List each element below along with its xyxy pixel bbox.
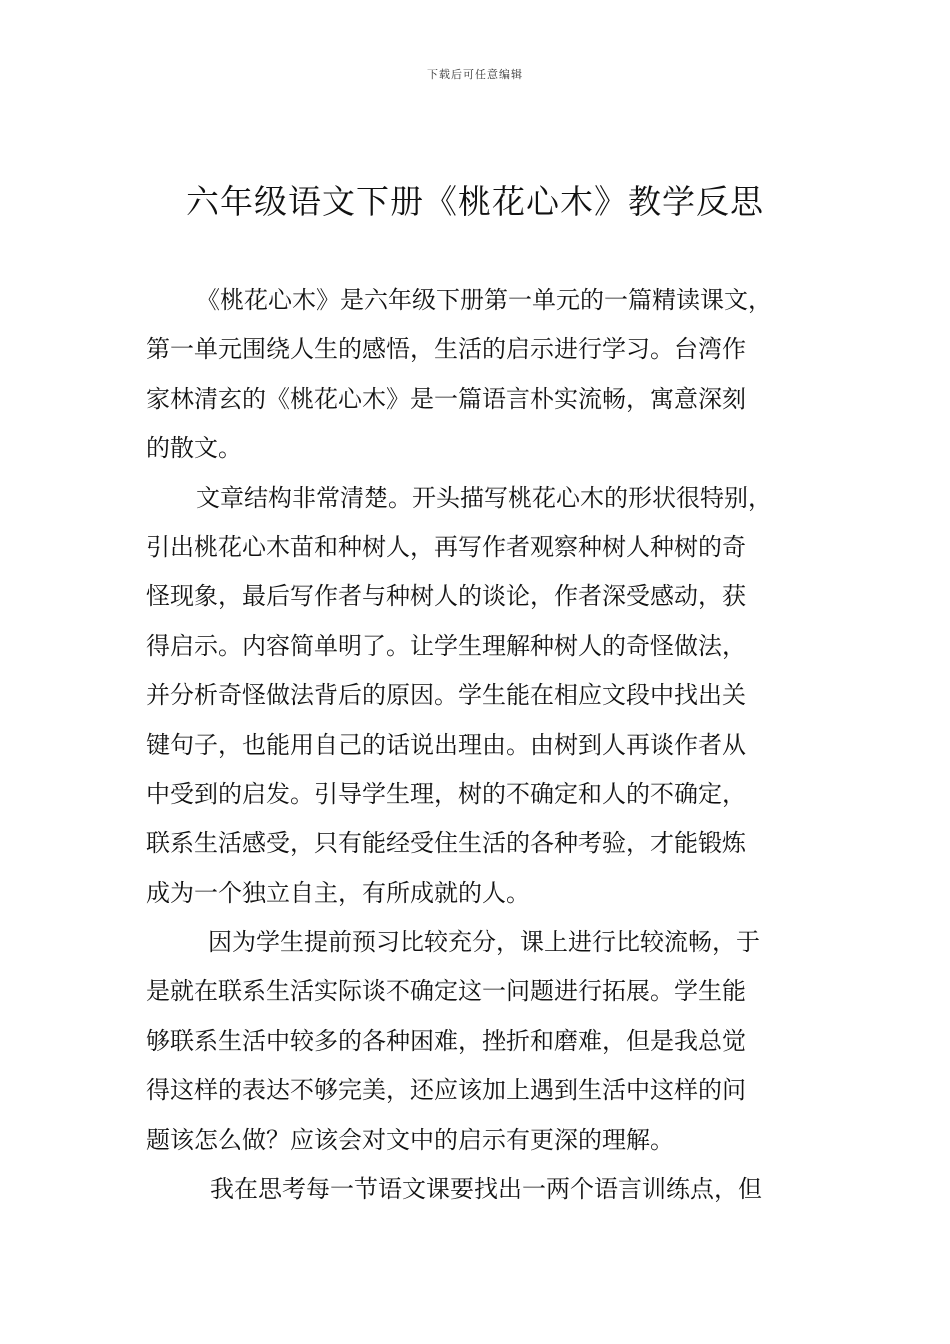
document-title: 六年级语文下册《桃花心木》教学反思	[186, 182, 764, 221]
text-line: 是就在联系生活实际谈不确定这一问题进行拓展。学生能	[146, 977, 746, 1006]
header-note: 下载后可任意编辑	[427, 68, 523, 81]
text-line: 联系生活感受，只有能经受住生活的各种考验，才能锻炼	[146, 829, 746, 858]
text-line: 怪现象，最后写作者与种树人的谈论，作者深受感动，获	[146, 582, 746, 611]
document-body	[146, 276, 810, 1214]
paragraph-3	[146, 918, 810, 1165]
text-line: 《桃花心木》是六年级下册第一单元的一篇精读课文，	[196, 286, 772, 314]
text-line: 得这样的表达不够完美，还应该加上遇到生活中这样的问	[146, 1076, 746, 1105]
text-line: 家林清玄的《桃花心木》是一篇语言朴实流畅，寓意深刻	[146, 384, 746, 413]
text-line: 并分析奇怪做法背后的原因。学生能在相应文段中找出关	[146, 681, 746, 710]
text-line: 成为一个独立自主，有所成就的人。	[146, 878, 530, 907]
paragraph-1	[146, 276, 810, 474]
text-line: 键句子，也能用自己的话说出理由。由树到人再谈作者从	[146, 730, 746, 759]
text-line: 够联系生活中较多的各种困难，挫折和磨难，但是我总觉	[146, 1026, 746, 1055]
text-line: 文章结构非常清楚。开头描写桃花心木的形状很特别，	[196, 483, 772, 512]
paragraph-4	[146, 1165, 810, 1214]
text-line: 题该怎么做？应该会对文中的启示有更深的理解。	[146, 1125, 674, 1154]
text-line: 引出桃花心木苗和种树人，再写作者观察种树人种树的奇	[146, 532, 746, 561]
text-line: 中受到的启发。引导学生理，树的不确定和人的不确定，	[146, 779, 746, 808]
paragraph-2	[146, 474, 810, 919]
text-line: 第一单元围绕人生的感悟，生活的启示进行学习。台湾作	[146, 335, 746, 364]
text-line: 我在思考每一节语文课要找出一两个语言训练点，但	[210, 1175, 762, 1204]
text-line: 的散文。	[146, 434, 242, 463]
text-line: 因为学生提前预习比较充分，课上进行比较流畅，于	[208, 928, 760, 957]
text-line: 得启示。内容简单明了。让学生理解种树人的奇怪做法，	[146, 631, 746, 660]
